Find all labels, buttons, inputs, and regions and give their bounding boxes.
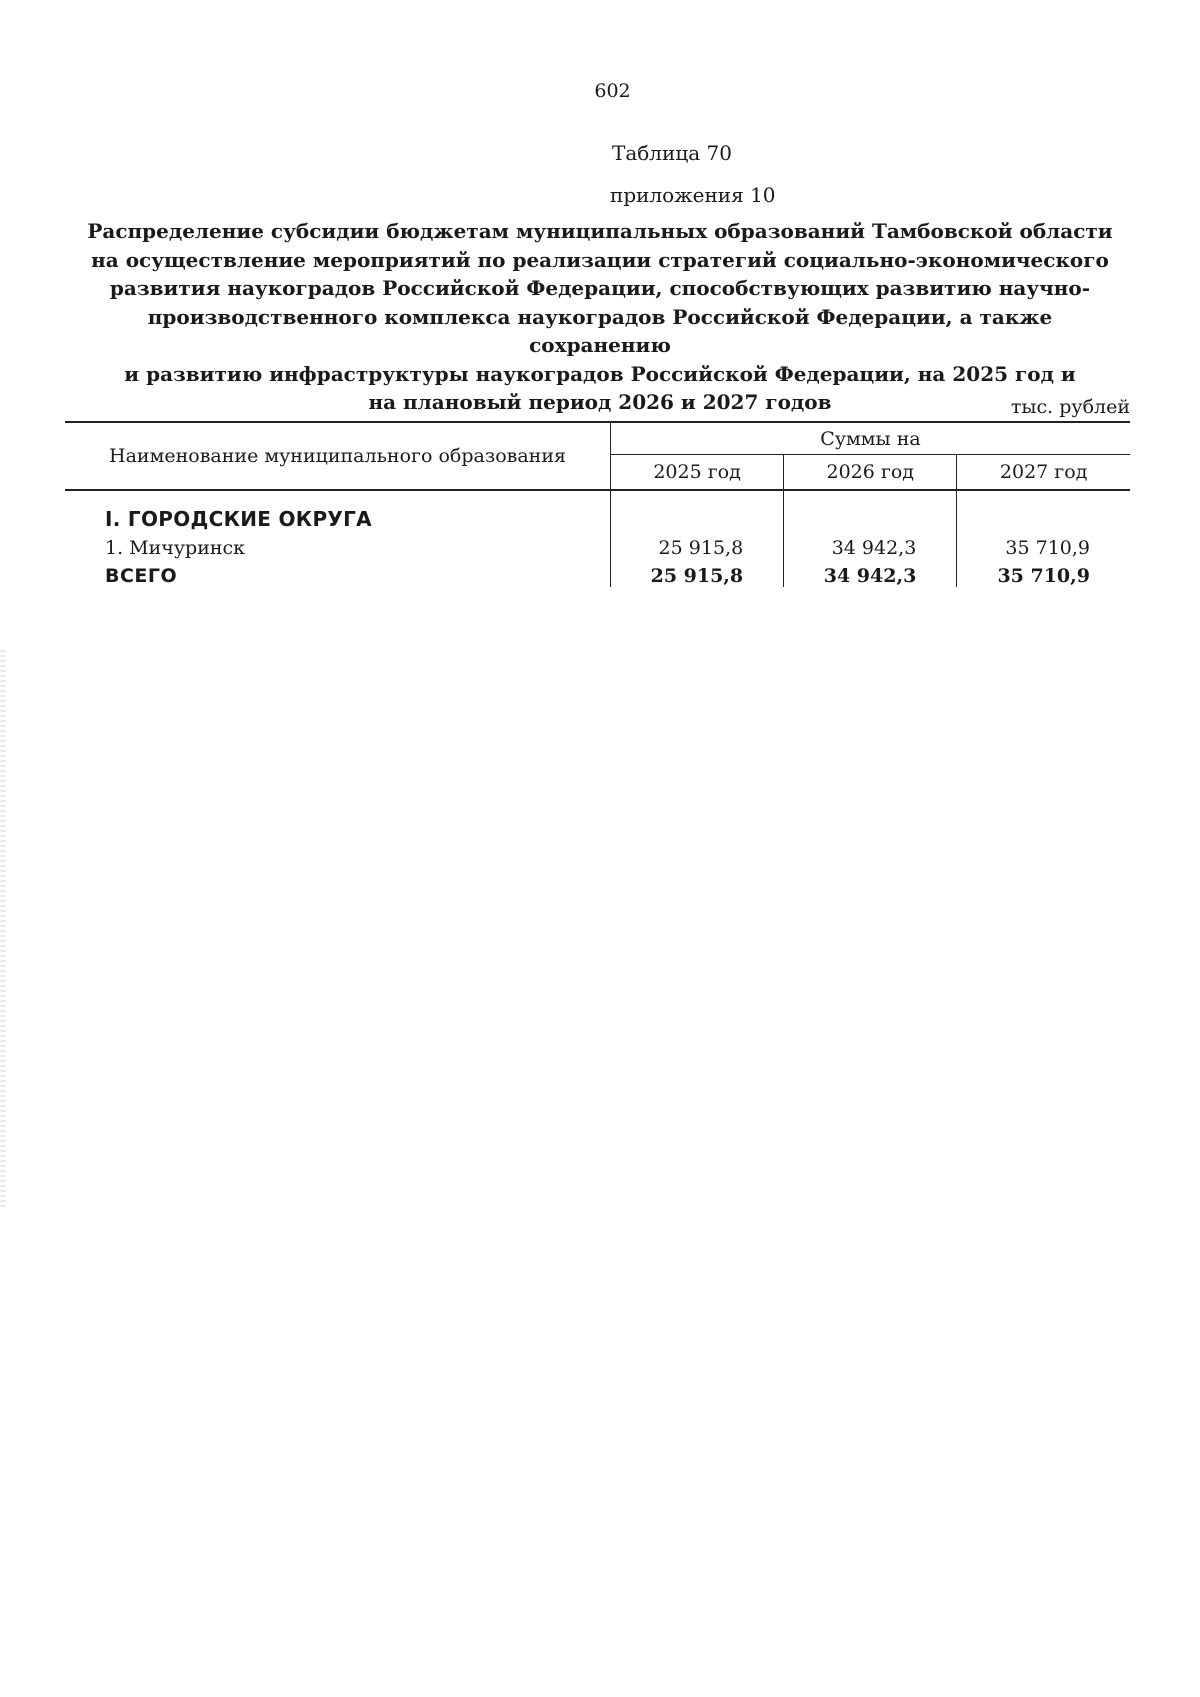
total-value-2025: 25 915,8: [611, 559, 784, 587]
table-reference: Таблица 70: [612, 141, 732, 165]
row-value-2025: 25 915,8: [611, 531, 784, 559]
column-header-2027: 2027 год: [957, 455, 1130, 491]
table-spacer-row: [65, 490, 1130, 503]
section-title: I. ГОРОДСКИЕ ОКРУГА: [105, 507, 372, 531]
title-line: производственного комплекса наукоградов Российской Федерации, а также сохранению: [147, 304, 1053, 357]
units-label: тыс. рублей: [1010, 396, 1130, 418]
subsidy-table: [65, 421, 1130, 587]
total-row: [65, 559, 1130, 587]
title-line: и развитию инфраструктуры наукоградов Российской Федерации, на 2025 год и: [124, 361, 1076, 386]
total-value-2026: 34 942,3: [784, 559, 957, 587]
column-header-2026: 2026 год: [784, 455, 957, 491]
title-line: развития наукоградов Российской Федерации, способствующих развитию научно-: [109, 276, 1091, 300]
table-row: [65, 531, 1130, 559]
total-label: ВСЕГО: [105, 565, 178, 587]
column-header-name: Наименование муниципального образования: [65, 422, 611, 490]
page-number: 602: [594, 80, 631, 102]
row-value-2027: 35 710,9: [957, 531, 1130, 559]
title-line: Распределение субсидии бюджетам муниципальных образований Тамбовской области: [87, 219, 1113, 243]
table-header-row: [65, 422, 1130, 455]
row-name: 1. Мичуринск: [105, 537, 246, 559]
column-header-2025: 2025 год: [611, 455, 784, 491]
total-value-2027: 35 710,9: [957, 559, 1130, 587]
scan-edge-artifact: [0, 650, 6, 1210]
appendix-reference: приложения 10: [610, 183, 776, 207]
column-group-header-sums: Суммы на: [611, 422, 1131, 455]
title-line: на осуществление мероприятий по реализации стратегий социально-экономического: [91, 247, 1109, 272]
document-title: [80, 217, 1120, 417]
row-value-2026: 34 942,3: [784, 531, 957, 559]
title-line: на плановый период 2026 и 2027 годов: [368, 390, 832, 414]
subsidy-table-container: [65, 421, 1130, 587]
section-row: [65, 503, 1130, 531]
